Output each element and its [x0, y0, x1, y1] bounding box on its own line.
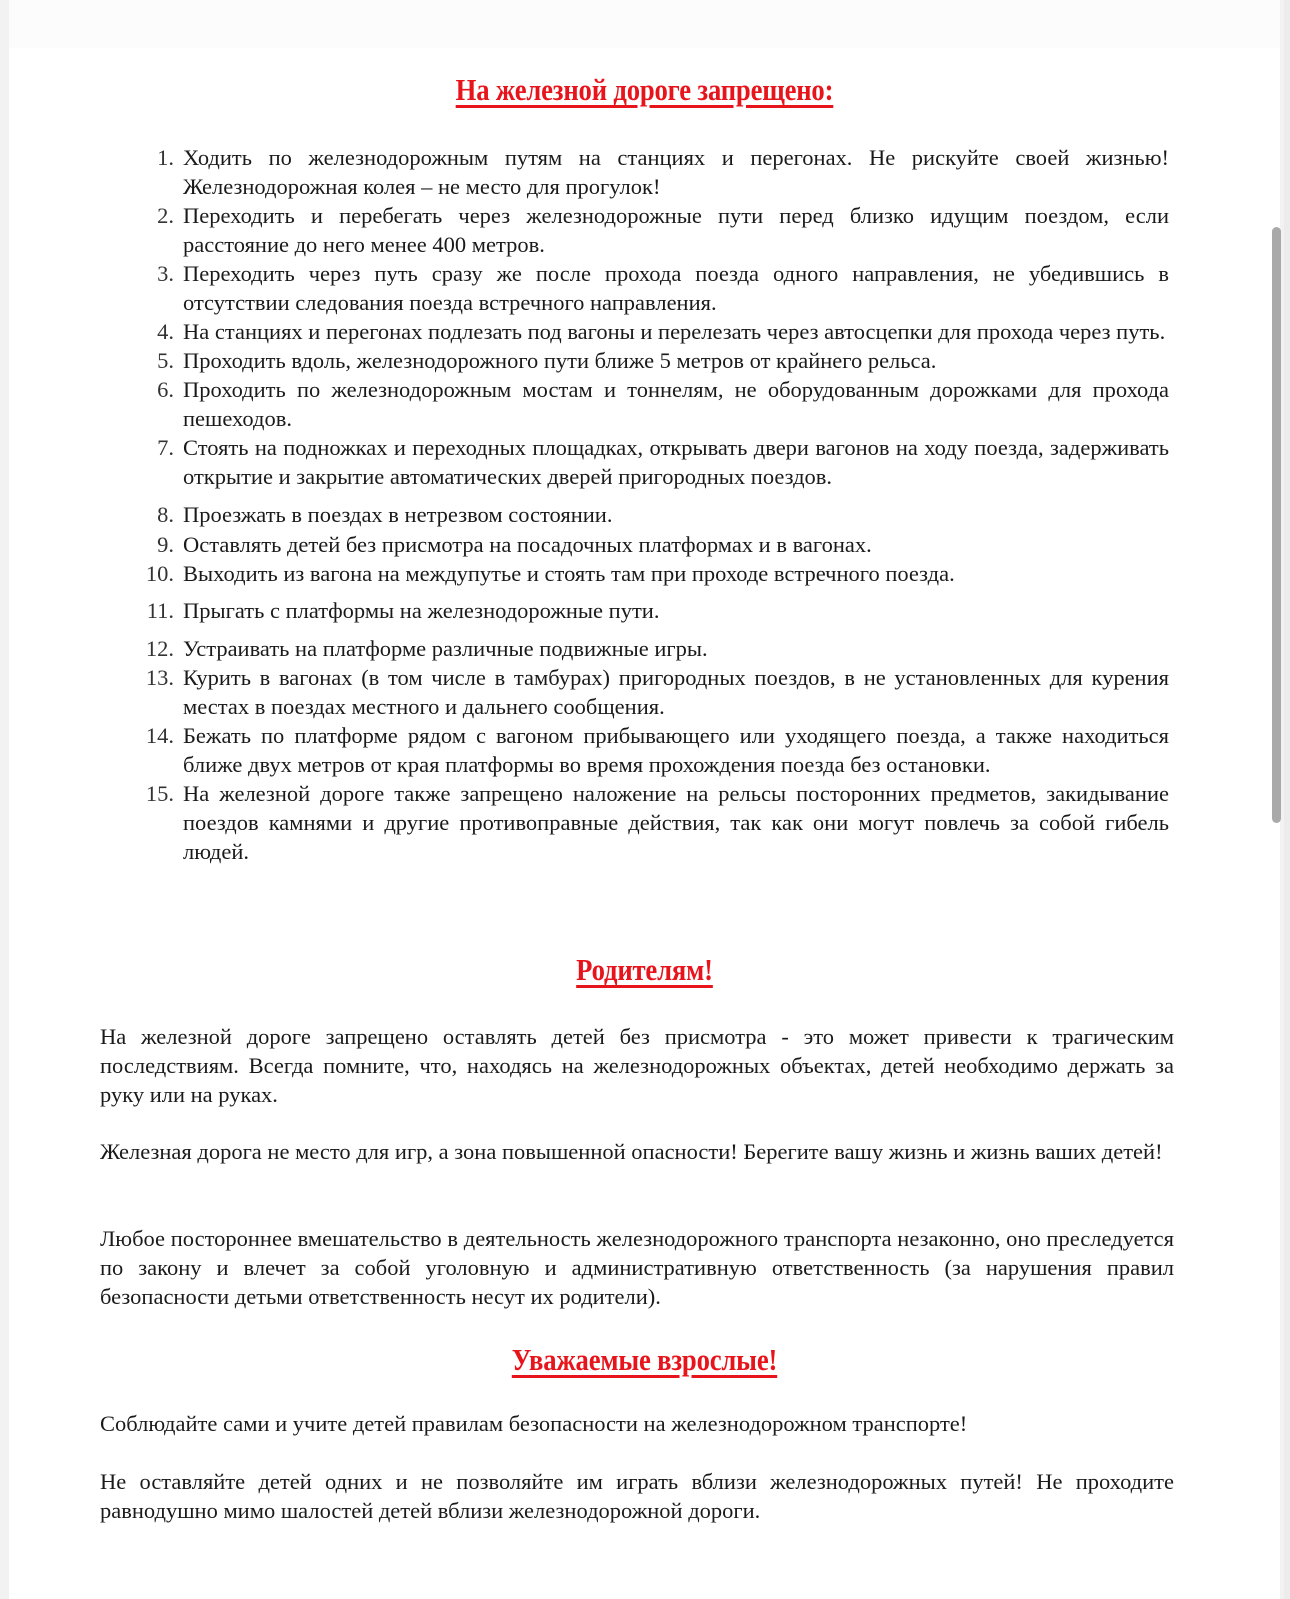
parents-paragraph: Любое постороннее вмешательство в деятельность железнодорожного транспорта незаконно, оно преследуется по закону и влечет за собой уголовную и административную ответственность (за нарушения правил безопасности детьми ответственность несут их родители).	[100, 1226, 1174, 1309]
list-item	[9, 663, 1169, 721]
prohibited-list	[9, 143, 1280, 866]
list-text: Проходить вдоль, железнодорожного пути ближе 5 метров от крайнего рельса.	[183, 348, 937, 373]
list-text: Бежать по платформе рядом с вагоном прибывающего или уходящего поезда, а также находиться ближе двух метров от края платформы во время прохождения поезда без остановки.	[183, 723, 1169, 777]
list-text: Переходить через путь сразу же после прохода поезда одного направления, не убедившись в отсутствии следования поезда встречного направления.	[183, 261, 1169, 315]
list-item	[9, 596, 1169, 625]
adults-paragraph: Соблюдайте сами и учите детей правилам безопасности на железнодорожном транспорте!	[100, 1411, 968, 1436]
list-item	[9, 259, 1169, 317]
heading-prohibited: На железной дороге запрещено:	[455, 72, 834, 107]
list-item	[9, 143, 1169, 201]
list-item	[9, 375, 1169, 433]
list-item	[9, 317, 1169, 346]
list-text: Оставлять детей без присмотра на посадочных платформах и в вагонах.	[183, 532, 872, 557]
list-number: 3.	[157, 261, 174, 286]
list-text: Устраивать на платформе различные подвижные игры.	[183, 636, 708, 661]
list-item	[9, 634, 1169, 663]
list-number: 1.	[157, 145, 174, 170]
list-number: 2.	[157, 203, 174, 228]
list-item	[9, 530, 1169, 559]
list-number: 8.	[157, 502, 174, 527]
list-number: 9.	[157, 532, 174, 557]
list-number: 6.	[157, 377, 174, 402]
list-item	[9, 346, 1169, 375]
list-item	[9, 433, 1169, 491]
list-text: На станциях и перегонах подлезать под вагоны и перелезать через автосцепки для прохода через путь.	[183, 319, 1166, 344]
heading-parents: Родителям!	[576, 952, 713, 987]
list-text: Ходить по железнодорожным путям на станциях и перегонах. Не рискуйте своей жизнью! Железнодорожная колея – не место для прогулок!	[183, 145, 1169, 199]
list-text: На железной дороге также запрещено наложение на рельсы посторонних предметов, закидывание поездов камнями и другие противоправные действия, так как они могут повлечь за собой гибель людей.	[183, 781, 1169, 864]
parents-paragraph: Железная дорога не место для игр, а зона повышенной опасности! Берегите вашу жизнь и жизнь ваших детей!	[100, 1139, 1163, 1164]
list-number: 12.	[145, 636, 174, 661]
list-number: 4.	[157, 319, 174, 344]
vertical-scrollbar[interactable]	[1272, 227, 1281, 823]
list-number: 10.	[145, 561, 174, 586]
list-number: 11.	[146, 598, 174, 623]
list-item	[9, 559, 1169, 588]
list-number: 14.	[145, 723, 174, 748]
adults-paragraph: Не оставляйте детей одних и не позволяйте им играть вблизи железнодорожных путей! Не проходите равнодушно мимо шалостей детей вблизи железнодорожной дороги.	[100, 1469, 1174, 1523]
list-text: Проезжать в поездах в нетрезвом состоянии.	[183, 502, 613, 527]
list-text: Стоять на подножках и переходных площадках, открывать двери вагонов на ходу поезда, задерживать открытие и закрытие автоматических дверей пригородных поездов.	[183, 435, 1169, 489]
window-edge	[1284, 0, 1290, 1599]
parents-paragraph: На железной дороге запрещено оставлять детей без присмотра - это может привести к трагическим последствиям. Всегда помните, что, находясь на железнодорожных объектах, детей необходимо держать за руку или на руках.	[100, 1024, 1174, 1107]
list-text: Прыгать с платформы на железнодорожные пути.	[183, 598, 660, 623]
list-text: Выходить из вагона на междупутье и стоять там при проходе встречного поезда.	[183, 561, 955, 586]
list-item	[9, 721, 1169, 779]
list-number: 13.	[145, 665, 174, 690]
list-item	[9, 500, 1169, 529]
list-number: 5.	[157, 348, 174, 373]
top-band	[9, 0, 1280, 48]
list-text: Проходить по железнодорожным мостам и тоннелям, не оборудованным дорожками для прохода пешеходов.	[183, 377, 1169, 431]
list-text: Переходить и перебегать через железнодорожные пути перед близко идущим поездом, если расстояние до него менее 400 метров.	[183, 203, 1169, 257]
list-number: 7.	[157, 435, 174, 460]
list-item	[9, 779, 1169, 866]
list-item	[9, 201, 1169, 259]
heading-adults: Уважаемые взрослые!	[511, 1342, 778, 1377]
list-text: Курить в вагонах (в том числе в тамбурах) пригородных поездов, в не установленных для курения местах в поездах местного и дальнего сообщения.	[183, 665, 1169, 719]
document-page	[9, 0, 1280, 1599]
list-number: 15.	[145, 781, 174, 806]
